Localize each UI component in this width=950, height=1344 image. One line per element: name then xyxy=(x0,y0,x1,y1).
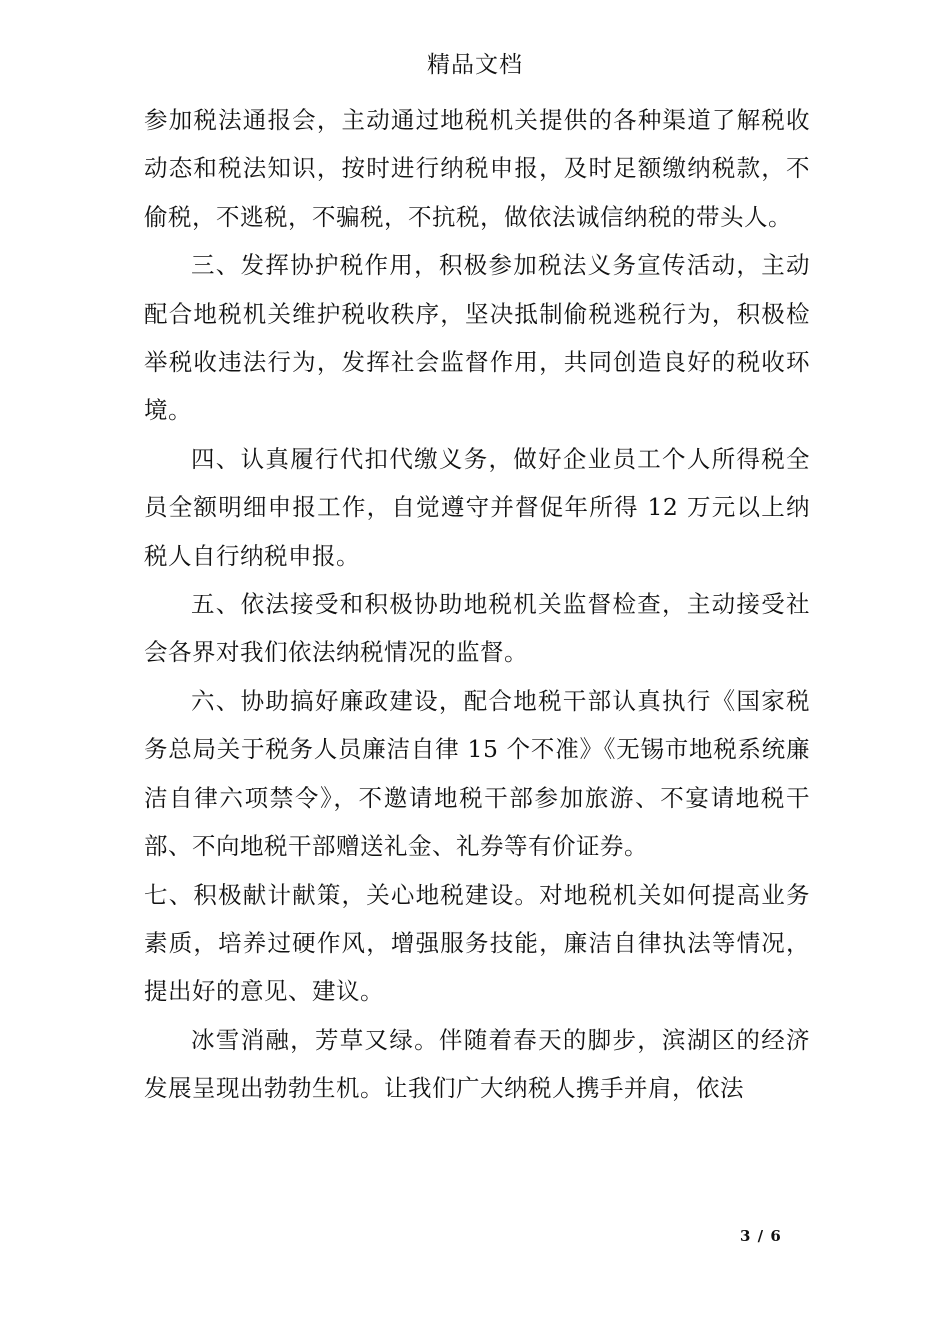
paragraph-item-5: 五、依法接受和积极协助地税机关监督检查，主动接受社会各界对我们依法纳税情况的监督。 xyxy=(144,590,810,667)
paragraph-item-3: 三、发挥协护税作用，积极参加税法义务宣传活动，主动配合地税机关维护税收秩序，坚决抵制偷税逃税行为，积极检举税收违法行为，发挥社会监督作用，共同创造良好的税收环境。 xyxy=(144,251,810,425)
document-header-title: 精品文档 xyxy=(427,52,523,78)
paragraph-continuation: 参加税法通报会，主动通过地税机关提供的各种渠道了解税收动态和税法知识，按时进行纳税申报，及时足额缴纳税款，不偷税，不逃税，不骗税，不抗税，做依法诚信纳税的带头人。 xyxy=(144,106,810,231)
paragraph-item-4: 四、认真履行代扣代缴义务，做好企业员工个人所得税全员全额明细申报工作，自觉遵守并督促年所得 12 万元以上纳税人自行纳税申报。 xyxy=(144,444,810,570)
paragraph-closing: 冰雪消融，芳草又绿。伴随着春天的脚步，滨湖区的经济发展呈现出勃勃生机。让我们广大纳税人携手并肩，依法 xyxy=(144,1025,810,1103)
paragraph-item-7: 七、积极献计献策，关心地税建设。对地税机关如何提高业务素质，培养过硬作风，增强服务技能，廉洁自律执法等情况，提出好的意见、建议。 xyxy=(144,880,810,1006)
page-number: 3 / 6 xyxy=(740,1227,782,1245)
paragraph-item-6: 六、协助搞好廉政建设，配合地税干部认真执行《国家税务总局关于税务人员廉洁自律 15 个不准》《无锡市地税系统廉洁自律六项禁令》，不邀请地税干部参加旅游、不宴请地税干部、不向地税干部赠送礼金、礼券等有价证券。 xyxy=(144,686,810,861)
document-body xyxy=(144,96,810,1113)
